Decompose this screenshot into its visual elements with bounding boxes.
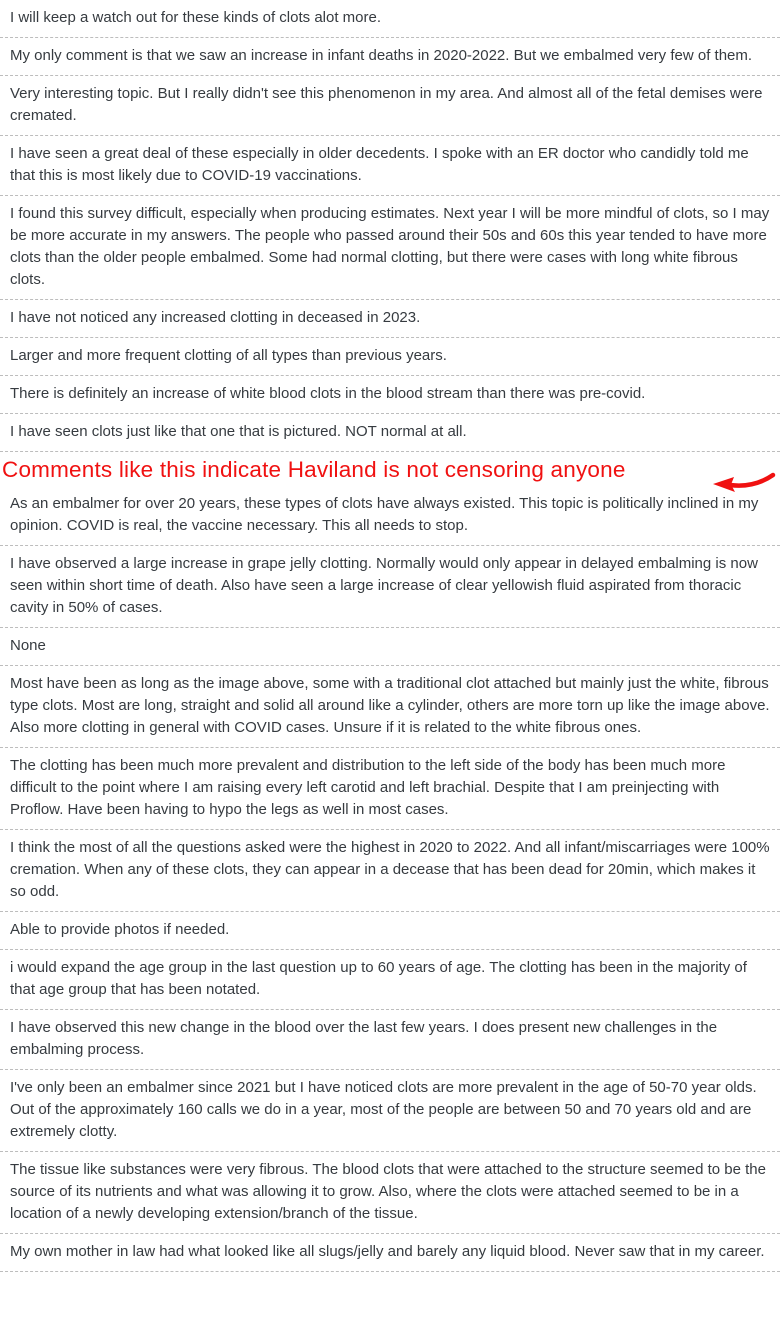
- comment-text: As an embalmer for over 20 years, these types of clots have always existed. This topic is politically inclined in my opinion. COVID is real, the vaccine necessary. This all needs to stop.: [10, 495, 759, 534]
- comment-text: The clotting has been much more prevalent and distribution to the left side of the body has been much more difficult to the point where I am raising every left carotid and left brachial. Despite that I am preinjecting with Proflow. Have been having to hypo the legs as well in most cases.: [10, 757, 726, 818]
- comment-text: I have seen clots just like that one that is pictured. NOT normal at all.: [10, 423, 467, 440]
- comment-text: I have observed a large increase in grape jelly clotting. Normally would only appear in delayed embalming is now seen within short time of death. Also have seen a large increase of clear yellowish fluid aspirated from thoracic cavity in 50% of cases.: [10, 555, 758, 616]
- comment-row: [0, 748, 780, 830]
- comment-row: [0, 414, 780, 452]
- comment-text: i would expand the age group in the last question up to 60 years of age. The clotting has been in the majority of that age group that has been notated.: [10, 959, 747, 998]
- comment-text: Most have been as long as the image above, some with a traditional clot attached but mainly just the white, fibrous type clots. Most are long, straight and solid all around like a cylinder, others are more torn up like the image above. Also more clotting in general with COVID cases. Unsure if it is related to the white fibrous ones.: [10, 675, 770, 736]
- comment-row: [0, 38, 780, 76]
- comment-text: I found this survey difficult, especially when producing estimates. Next year I will be more mindful of clots, so I may be more accurate in my answers. The people who passed around their 50s and 60s this year tended to have more clots than the older people embalmed. Some had normal clotting, but there were cases with long white fibrous clots.: [10, 205, 770, 288]
- comment-text: Larger and more frequent clotting of all types than previous years.: [10, 347, 447, 364]
- comment-row: [0, 912, 780, 950]
- comment-text: Very interesting topic. But I really didn't see this phenomenon in my area. And almost all of the fetal demises were cremated.: [10, 85, 763, 124]
- comment-row: [0, 486, 780, 546]
- comment-row: [0, 628, 780, 666]
- comment-row: [0, 76, 780, 136]
- comment-row: [0, 546, 780, 628]
- comment-text: I have observed this new change in the blood over the last few years. I does present new challenges in the embalming process.: [10, 1019, 718, 1058]
- comment-row: [0, 0, 780, 38]
- comment-row: [0, 1010, 780, 1070]
- comment-row: [0, 338, 780, 376]
- comment-row: [0, 376, 780, 414]
- comment-row: [0, 1070, 780, 1152]
- comments-list-bottom: [0, 486, 780, 1272]
- comment-row: [0, 1152, 780, 1234]
- comment-text: Able to provide photos if needed.: [10, 921, 230, 938]
- comment-text: I will keep a watch out for these kinds of clots alot more.: [10, 9, 382, 26]
- comment-row: [0, 830, 780, 912]
- comment-text: I think the most of all the questions asked were the highest in 2020 to 2022. And all infant/miscarriages were 100% cremation. When any of these clots, they can appear in a decease that has been dead for 20min, which makes it so odd.: [10, 839, 770, 900]
- comments-list-top: [0, 0, 780, 452]
- comment-text: My own mother in law had what looked like all slugs/jelly and barely any liquid blood. Never saw that in my career.: [10, 1243, 765, 1260]
- comment-text: There is definitely an increase of white blood clots in the blood stream than there was pre-covid.: [10, 385, 646, 402]
- comment-row: [0, 950, 780, 1010]
- red-arrow-icon: [710, 471, 776, 502]
- comment-text: I've only been an embalmer since 2021 but I have noticed clots are more prevalent in the age of 50-70 year olds. Out of the approximately 160 calls we do in a year, most of the people are between 50 and 70 years old and are extremely clotty.: [10, 1079, 757, 1140]
- comment-text: I have not noticed any increased clotting in deceased in 2023.: [10, 309, 421, 326]
- comment-row: [0, 300, 780, 338]
- comment-row: [0, 1234, 780, 1272]
- annotation-text: Comments like this indicate Haviland is not censoring anyone: [2, 457, 626, 482]
- comment-text: None: [10, 637, 46, 654]
- comment-text: The tissue like substances were very fibrous. The blood clots that were attached to the structure seemed to be the source of its nutrients and what was allowing it to grow. Also, where the clots were attached seemed to be in a location of a newly developing extension/branch of the tissue.: [10, 1161, 766, 1222]
- comment-row: [0, 196, 780, 300]
- comment-text: I have seen a great deal of these especially in older decedents. I spoke with an ER doctor who candidly told me that this is most likely due to COVID-19 vaccinations.: [10, 145, 749, 184]
- comment-text: My only comment is that we saw an increase in infant deaths in 2020-2022. But we embalmed very few of them.: [10, 47, 753, 64]
- annotation-row: [0, 452, 780, 486]
- comment-row: [0, 666, 780, 748]
- comment-row: [0, 136, 780, 196]
